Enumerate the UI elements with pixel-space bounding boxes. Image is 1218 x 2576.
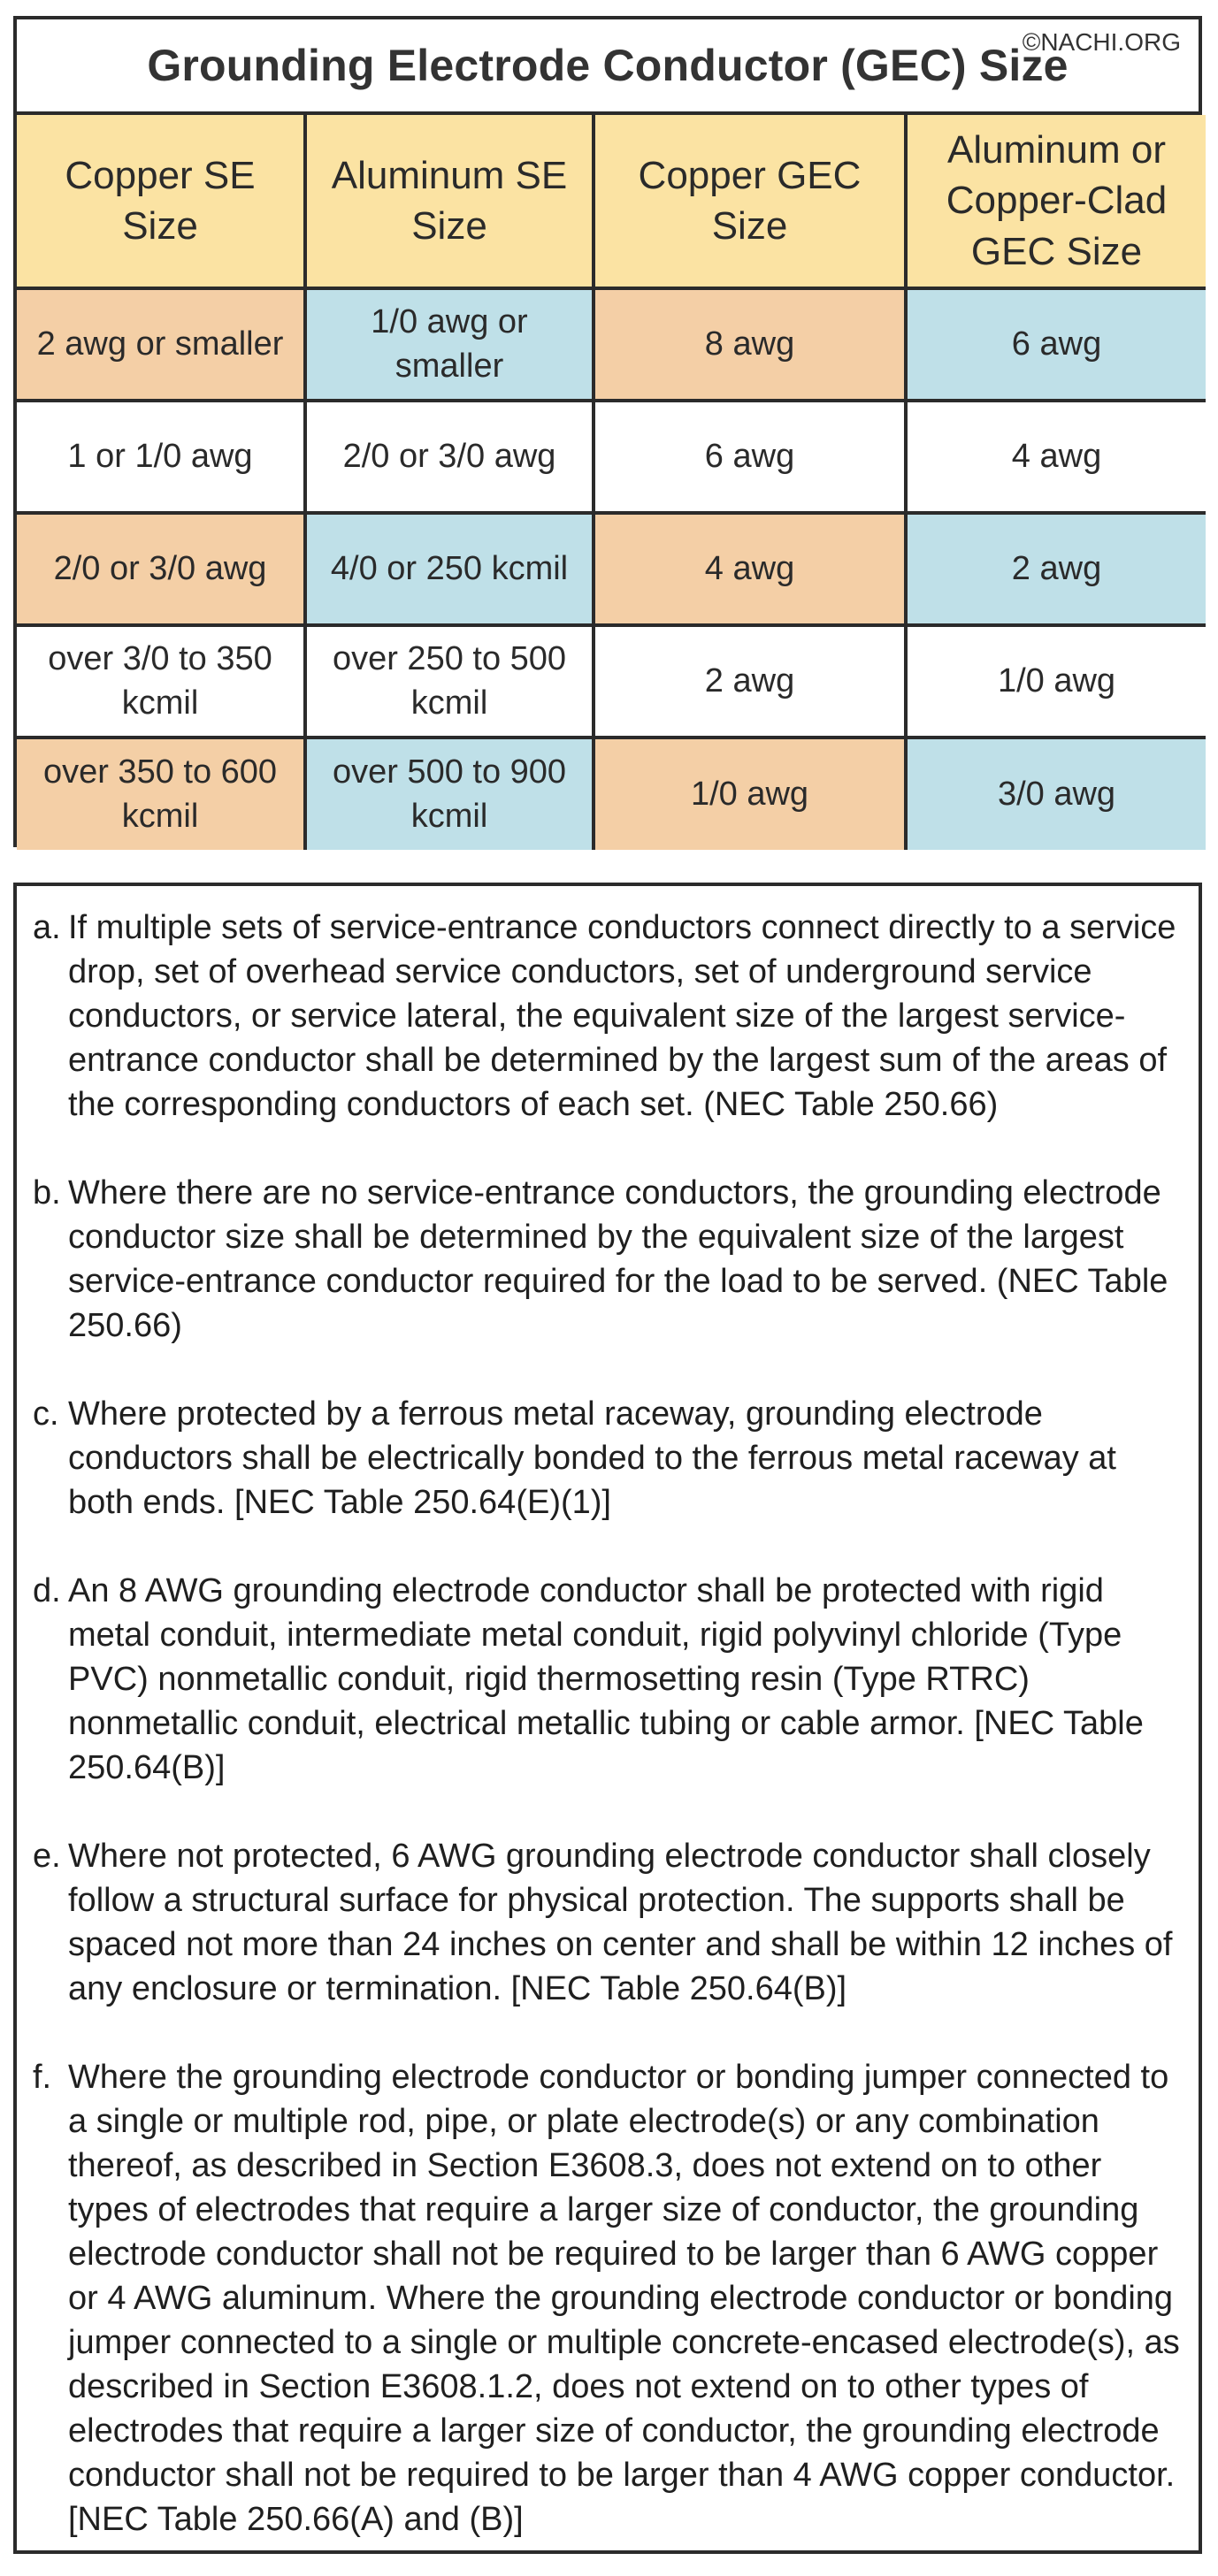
footnotes-panel bbox=[13, 883, 1202, 2554]
cell-copper-gec: 1/0 awg bbox=[594, 738, 906, 850]
gec-table-panel bbox=[13, 16, 1202, 847]
footnote-label: f. bbox=[33, 2059, 52, 2096]
table-row bbox=[17, 288, 1206, 401]
footnote-a bbox=[33, 906, 1183, 1127]
footnote-label: d. bbox=[33, 1572, 61, 1609]
cell-aluminum-se: over 500 to 900 kcmil bbox=[305, 738, 594, 850]
header-copper-gec: Copper GEC Size bbox=[594, 115, 906, 288]
cell-aluminum-se: 2/0 or 3/0 awg bbox=[305, 401, 594, 513]
footnote-b bbox=[33, 1171, 1183, 1348]
header-aluminum-se: Aluminum SE Size bbox=[305, 115, 594, 288]
footnote-d bbox=[33, 1569, 1183, 1790]
cell-copper-se: 1 or 1/0 awg bbox=[17, 401, 305, 513]
cell-copper-gec: 4 awg bbox=[594, 513, 906, 625]
footnote-text: Where not protected, 6 AWG grounding electrode conductor shall closely follow a structural surface for physical protection. The supports shall be spaced not more than 24 inches on center and shall be within 12 inches of any enclosure or termination. [NEC Table 250.64(B)] bbox=[68, 1838, 1173, 2007]
cell-copper-se: over 350 to 600 kcmil bbox=[17, 738, 305, 850]
cell-copper-gec: 2 awg bbox=[594, 625, 906, 738]
table-title: Grounding Electrode Conductor (GEC) Size bbox=[147, 41, 1069, 90]
cell-copper-se: 2 awg or smaller bbox=[17, 288, 305, 401]
cell-copper-se: 2/0 or 3/0 awg bbox=[17, 513, 305, 625]
cell-copper-gec: 8 awg bbox=[594, 288, 906, 401]
table-title-bar bbox=[17, 19, 1199, 115]
cell-aluminum-gec: 4 awg bbox=[906, 401, 1206, 513]
cell-aluminum-gec: 3/0 awg bbox=[906, 738, 1206, 850]
watermark: ©NACHI.ORG bbox=[1022, 28, 1181, 56]
footnote-label: a. bbox=[33, 909, 61, 946]
footnote-e bbox=[33, 1834, 1183, 2011]
cell-aluminum-se: 4/0 or 250 kcmil bbox=[305, 513, 594, 625]
footnote-text: If multiple sets of service-entrance conductors connect directly to a service drop, set of overhead service conductors, set of underground service conductors, or service lateral, the equivalent size of the largest service-entrance conductor shall be determined by the largest sum of the areas of the corresponding conductors of each set. (NEC Table 250.66) bbox=[68, 909, 1176, 1123]
footnote-text: Where there are no service-entrance conductors, the grounding electrode conductor size shall be determined by the equivalent size of the largest service-entrance conductor required for the load to be served. (NEC Table 250.66) bbox=[68, 1174, 1168, 1344]
table-row bbox=[17, 513, 1206, 625]
table-row bbox=[17, 738, 1206, 850]
header-copper-se: Copper SE Size bbox=[17, 115, 305, 288]
cell-copper-se: over 3/0 to 350 kcmil bbox=[17, 625, 305, 738]
table-row bbox=[17, 625, 1206, 738]
header-aluminum-gec: Aluminum or Copper-Clad GEC Size bbox=[906, 115, 1206, 288]
footnote-label: c. bbox=[33, 1395, 59, 1433]
footnote-text: An 8 AWG grounding electrode conductor shall be protected with rigid metal conduit, intermediate metal conduit, rigid polyvinyl chloride (Type PVC) nonmetallic conduit, rigid thermosetting resin (Type RTRC) nonmetallic conduit, electrical metallic tubing or cable armor. [NEC Table 250.64(B)] bbox=[68, 1572, 1144, 1786]
cell-copper-gec: 6 awg bbox=[594, 401, 906, 513]
footnote-text: Where the grounding electrode conductor or bonding jumper connected to a single or multiple rod, pipe, or plate electrode(s) or any combination thereof, as described in Section E3608.3, does not extend on to other types of electrodes that require a larger size of conductor, the grounding electrode conductor shall not be required to be larger than 6 AWG copper or 4 AWG aluminum. Where the grounding electrode conductor or bonding jumper connected to a single or multiple concrete-encased electrode(s), as described in Section E3608.1.2, does not extend on to other types of electrodes that require a larger size of conductor, the grounding electrode conductor shall not be required to be larger than 4 AWG copper conductor. [NEC Table 250.66(A) and (B)] bbox=[68, 2059, 1180, 2538]
footnote-c bbox=[33, 1392, 1183, 1525]
footnote-label: e. bbox=[33, 1838, 61, 1875]
table-row bbox=[17, 401, 1206, 513]
footnote-text: Where protected by a ferrous metal raceway, grounding electrode conductors shall be electrically bonded to the ferrous metal raceway at both ends. [NEC Table 250.64(E)(1)] bbox=[68, 1395, 1116, 1521]
cell-aluminum-gec: 1/0 awg bbox=[906, 625, 1206, 738]
cell-aluminum-se: 1/0 awg or smaller bbox=[305, 288, 594, 401]
footnote-label: b. bbox=[33, 1174, 61, 1212]
gec-size-table bbox=[17, 115, 1206, 850]
footnote-f bbox=[33, 2055, 1183, 2542]
cell-aluminum-gec: 2 awg bbox=[906, 513, 1206, 625]
header-row bbox=[17, 115, 1206, 288]
cell-aluminum-se: over 250 to 500 kcmil bbox=[305, 625, 594, 738]
cell-aluminum-gec: 6 awg bbox=[906, 288, 1206, 401]
